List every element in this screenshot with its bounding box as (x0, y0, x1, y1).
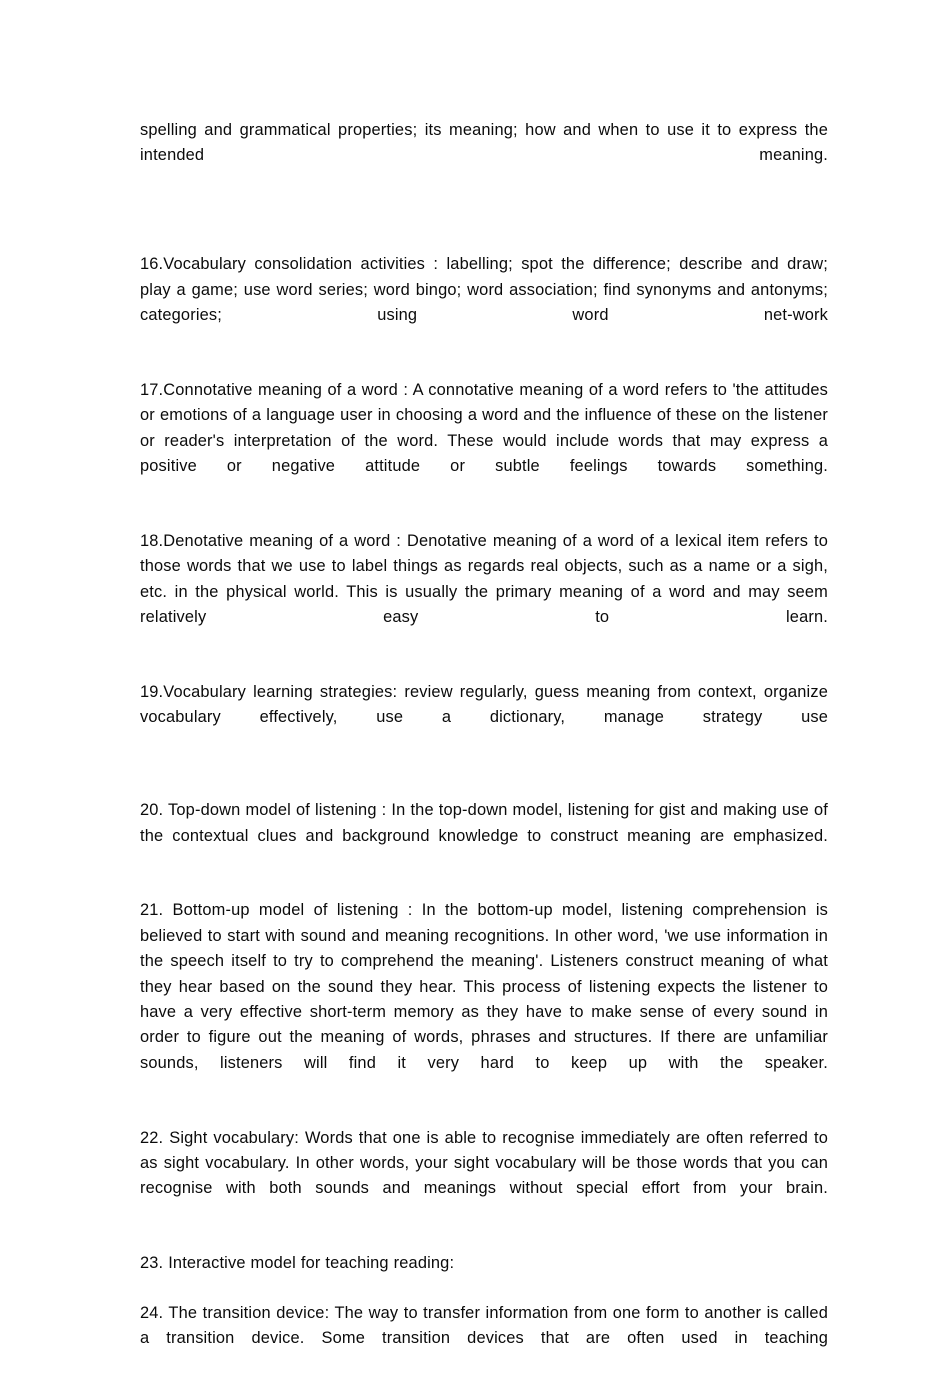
list-item-16: 16.Vocabulary consolidation activities : labelling; spot the difference; describe and draw; play a game; use word series; word bingo; word association; find synonyms and antonyms; categories; using word net-work (140, 255, 828, 325)
list-item-22: 22. Sight vocabulary: Words that one is able to recognise immediately are often referred to as sight vocabulary. In other words, your sight vocabulary will be those words that you can recognise with both sounds and meanings without special effort from your brain. (140, 1128, 828, 1198)
block-spacer (140, 656, 828, 680)
paragraph-continued: spelling and grammatical properties; its meaning; how and when to use it to express the intended meaning. (140, 121, 828, 165)
block-spacer (140, 354, 828, 378)
block-spacer (140, 1227, 828, 1251)
list-item-23: 23. Interactive model for teaching reading: (140, 1254, 455, 1273)
block-spacer (140, 194, 828, 252)
block-spacer (140, 1102, 828, 1126)
block-spacer (140, 505, 828, 529)
list-item-18: 18.Denotative meaning of a word : Denotative meaning of a word of a lexical item refers to those words that we use to label things as regards real objects, such as a name or a sigh, etc. in the physical world. This is usually the primary meaning of a word and may seem relatively easy to learn. (140, 531, 828, 627)
block-spacer (140, 1277, 828, 1301)
list-item-17: 17.Connotative meaning of a word : A connotative meaning of a word refers to 'the attitudes or emotions of a language user in choosing a word and the influence of these on the listener or reader's interpretation of the word. These would include words that may express a positive or negative attitude or subtle feelings towards something. (140, 380, 828, 476)
block-spacer (140, 874, 828, 898)
list-item-19: 19.Vocabulary learning strategies: review regularly, guess meaning from context, organize vocabulary effectively, use a dictionary, manage strategy use (140, 682, 828, 727)
list-item-21: 21. Bottom-up model of listening : In the bottom-up model, listening comprehension is believed to start with sound and meaning recognitions. In other word, 'we use information in the speech itself to try to comprehend the meaning'. Listeners construct meaning of what they hear based on the sound they hear. This process of listening expects the listener to have a very effective short-term memory as they have to make sense of every sound in order to figure out the meaning of words, phrases and structures. If there are unfamiliar sounds, listeners will find it very hard to keep up with the speaker. (140, 901, 828, 1072)
list-item-20: 20. Top-down model of listening : In the top-down model, listening for gist and making use of the contextual clues and background knowledge to construct meaning are emphasized. (140, 801, 828, 845)
list-item-24: 24. The transition device: The way to transfer information from one form to another is called a transition device. Some transition devices that are often used in teaching (140, 1303, 828, 1348)
text-column (140, 118, 828, 1377)
block-spacer (140, 756, 828, 798)
